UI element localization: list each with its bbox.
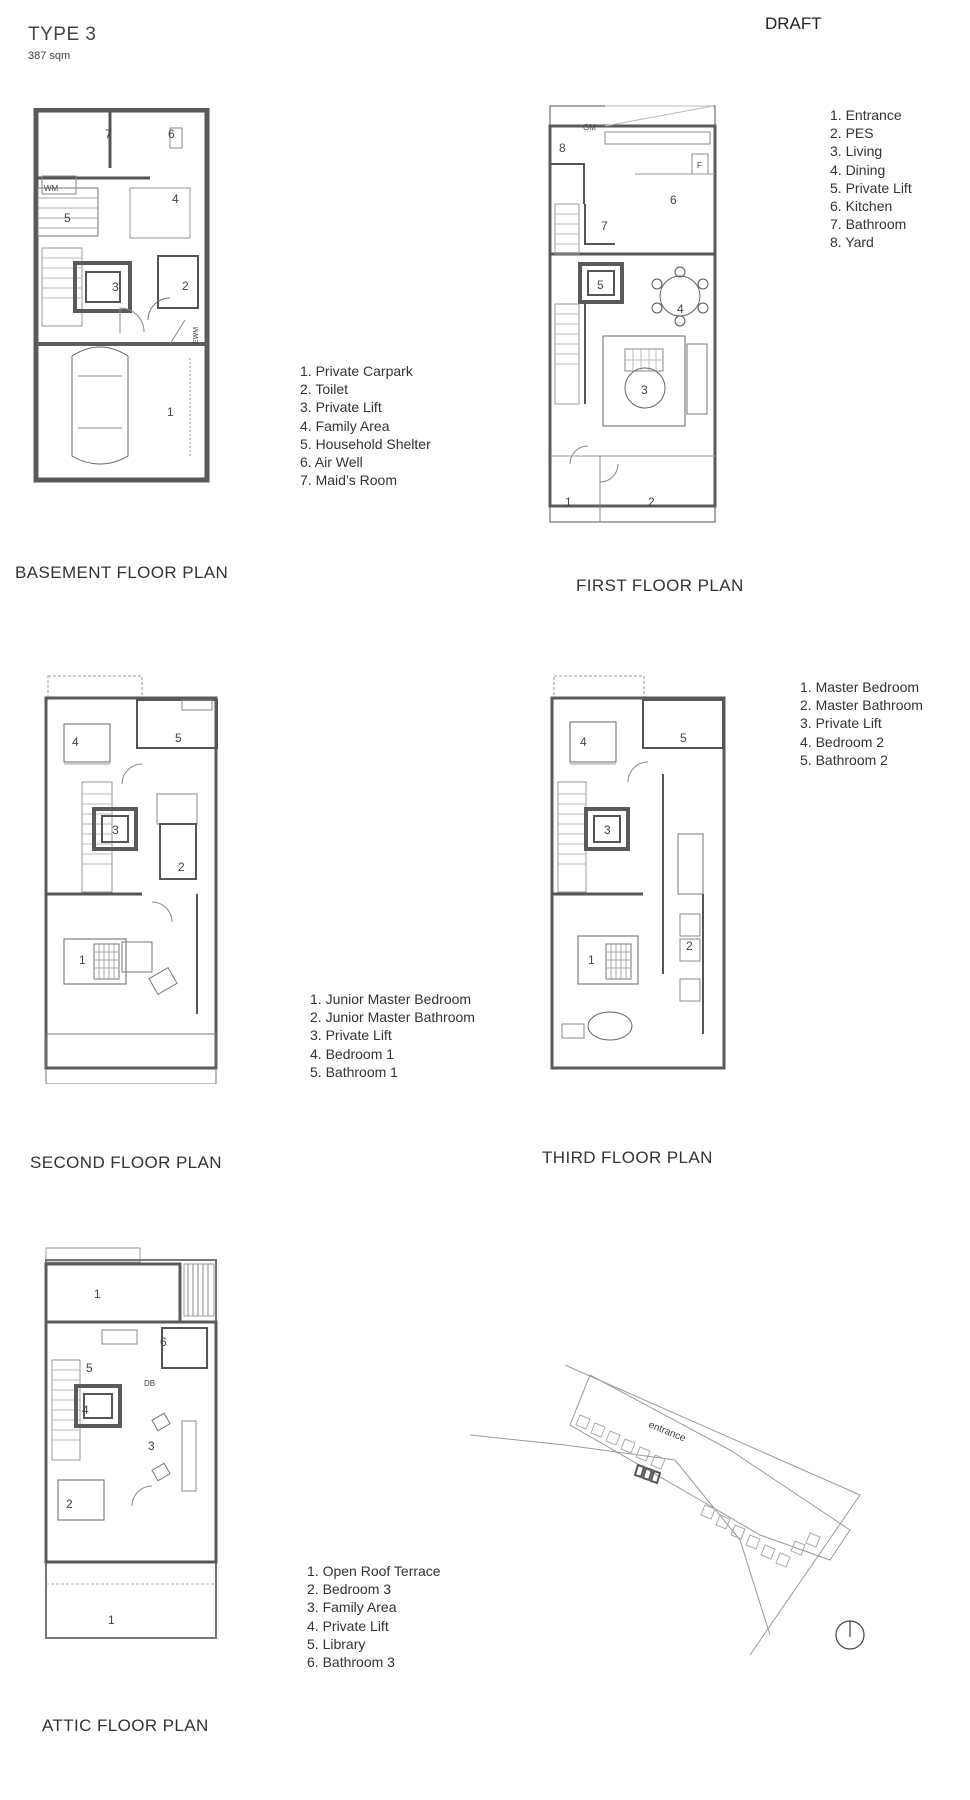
legend-item: 1. Master Bedroom bbox=[800, 679, 920, 695]
legend-item: 6. Bathroom 3 bbox=[307, 1654, 395, 1671]
attic-room-3: 3 bbox=[148, 1439, 155, 1453]
basement-room-6: 6 bbox=[168, 127, 175, 141]
basement-room-7: 7 bbox=[105, 127, 112, 141]
legend-item: 4. Family Area bbox=[300, 417, 390, 434]
first-room-8: 8 bbox=[559, 141, 566, 155]
third-room-5: 5 bbox=[680, 731, 687, 745]
legend-item: 2. Master Bathroom bbox=[800, 697, 923, 714]
second-plan-title: SECOND FLOOR PLAN bbox=[30, 1153, 222, 1172]
legend-item: 5. Library bbox=[307, 1635, 366, 1652]
third-plan-title: THIRD FLOOR PLAN bbox=[542, 1148, 713, 1167]
first-room-4: 4 bbox=[677, 302, 684, 316]
type-title: TYPE 3 bbox=[28, 24, 97, 45]
third-room-1: 1 bbox=[588, 953, 595, 967]
legend-item: 8. Yard bbox=[830, 234, 874, 251]
area-label: 387 sqm bbox=[28, 50, 71, 62]
first-room-2: 2 bbox=[648, 495, 655, 509]
site-plan bbox=[470, 1365, 890, 1655]
second-legend bbox=[310, 990, 475, 1081]
first-room-5: 5 bbox=[597, 278, 604, 292]
first-room-6: 6 bbox=[670, 193, 677, 207]
first-plan-title: FIRST FLOOR PLAN bbox=[576, 576, 744, 595]
legend-item: 1. Open Roof Terrace bbox=[307, 1563, 441, 1579]
first-legend bbox=[830, 106, 912, 252]
legend-item: 4. Bedroom 1 bbox=[310, 1045, 395, 1062]
basement-room-1: 1 bbox=[167, 405, 174, 419]
legend-item: 3. Living bbox=[830, 143, 883, 160]
first-gm-label: GM bbox=[583, 123, 596, 132]
second-room-4: 4 bbox=[72, 735, 79, 749]
legend-item: 4. Private Lift bbox=[307, 1617, 389, 1634]
north-arrow-icon bbox=[836, 1621, 864, 1649]
legend-item: 2. Toilet bbox=[300, 381, 348, 398]
basement-room-4: 4 bbox=[172, 192, 179, 206]
third-room-3: 3 bbox=[604, 823, 611, 837]
legend-item: 2. PES bbox=[830, 125, 874, 142]
draft-label: DRAFT bbox=[765, 14, 822, 33]
attic-plan-title: ATTIC FLOOR PLAN bbox=[42, 1716, 209, 1735]
third-room-4: 4 bbox=[580, 735, 587, 749]
third-legend bbox=[800, 678, 923, 769]
legend-item: 6. Air Well bbox=[300, 454, 363, 471]
attic-db-label: DB bbox=[144, 1379, 156, 1388]
legend-item: 1. Entrance bbox=[830, 107, 902, 123]
basement-room-3: 3 bbox=[112, 280, 119, 294]
basement-ewm-label: EWM bbox=[193, 326, 200, 344]
legend-item: 2. Bedroom 3 bbox=[307, 1581, 392, 1598]
basement-room-5: 5 bbox=[64, 211, 71, 225]
legend-item: 4. Bedroom 2 bbox=[800, 733, 885, 750]
second-floor-plan-drawing bbox=[42, 674, 222, 1084]
attic-room-1-bottom: 1 bbox=[108, 1613, 115, 1627]
basement-room-2: 2 bbox=[182, 279, 189, 293]
first-room-3: 3 bbox=[641, 383, 648, 397]
legend-item: 1. Private Carpark bbox=[300, 363, 413, 379]
legend-item: 3. Family Area bbox=[307, 1599, 397, 1616]
third-floor-plan-drawing bbox=[548, 674, 728, 1084]
legend-item: 7. Bathroom bbox=[830, 216, 907, 233]
first-room-7: 7 bbox=[601, 219, 608, 233]
second-room-2: 2 bbox=[178, 860, 185, 874]
second-room-3: 3 bbox=[112, 823, 119, 837]
legend-item: 6. Kitchen bbox=[830, 198, 893, 215]
first-fridge-label: F bbox=[697, 161, 702, 170]
legend-item: 4. Dining bbox=[830, 161, 886, 178]
site-entrance-label: entrance bbox=[646, 1419, 688, 1445]
attic-room-2: 2 bbox=[66, 1497, 73, 1511]
attic-legend bbox=[307, 1562, 441, 1671]
third-room-2: 2 bbox=[686, 939, 693, 953]
attic-room-1-top: 1 bbox=[94, 1287, 101, 1301]
legend-item: 3. Private Lift bbox=[310, 1027, 392, 1044]
legend-item: 1. Junior Master Bedroom bbox=[310, 991, 472, 1007]
second-room-5: 5 bbox=[175, 731, 182, 745]
legend-item: 7. Maid’s Room bbox=[300, 472, 398, 489]
basement-floor-plan-drawing bbox=[30, 108, 215, 483]
first-floor-plan-drawing bbox=[545, 104, 720, 524]
legend-item: 5. Bathroom 2 bbox=[800, 751, 888, 768]
attic-floor-plan-drawing bbox=[42, 1246, 227, 1646]
legend-item: 3. Private Lift bbox=[300, 399, 382, 416]
second-room-1: 1 bbox=[79, 953, 86, 967]
first-room-1: 1 bbox=[565, 495, 572, 509]
legend-item: 2. Junior Master Bathroom bbox=[310, 1009, 475, 1026]
legend-item: 5. Household Shelter bbox=[300, 435, 431, 452]
attic-room-4: 4 bbox=[82, 1403, 89, 1417]
basement-plan-title: BASEMENT FLOOR PLAN bbox=[15, 563, 229, 582]
legend-item: 5. Private Lift bbox=[830, 179, 912, 196]
attic-room-6: 6 bbox=[160, 1335, 167, 1349]
basement-wm-label: WM bbox=[44, 184, 59, 193]
basement-legend bbox=[300, 362, 431, 489]
attic-room-5: 5 bbox=[86, 1361, 93, 1375]
legend-item: 3. Private Lift bbox=[800, 715, 882, 732]
legend-item: 5. Bathroom 1 bbox=[310, 1063, 398, 1080]
